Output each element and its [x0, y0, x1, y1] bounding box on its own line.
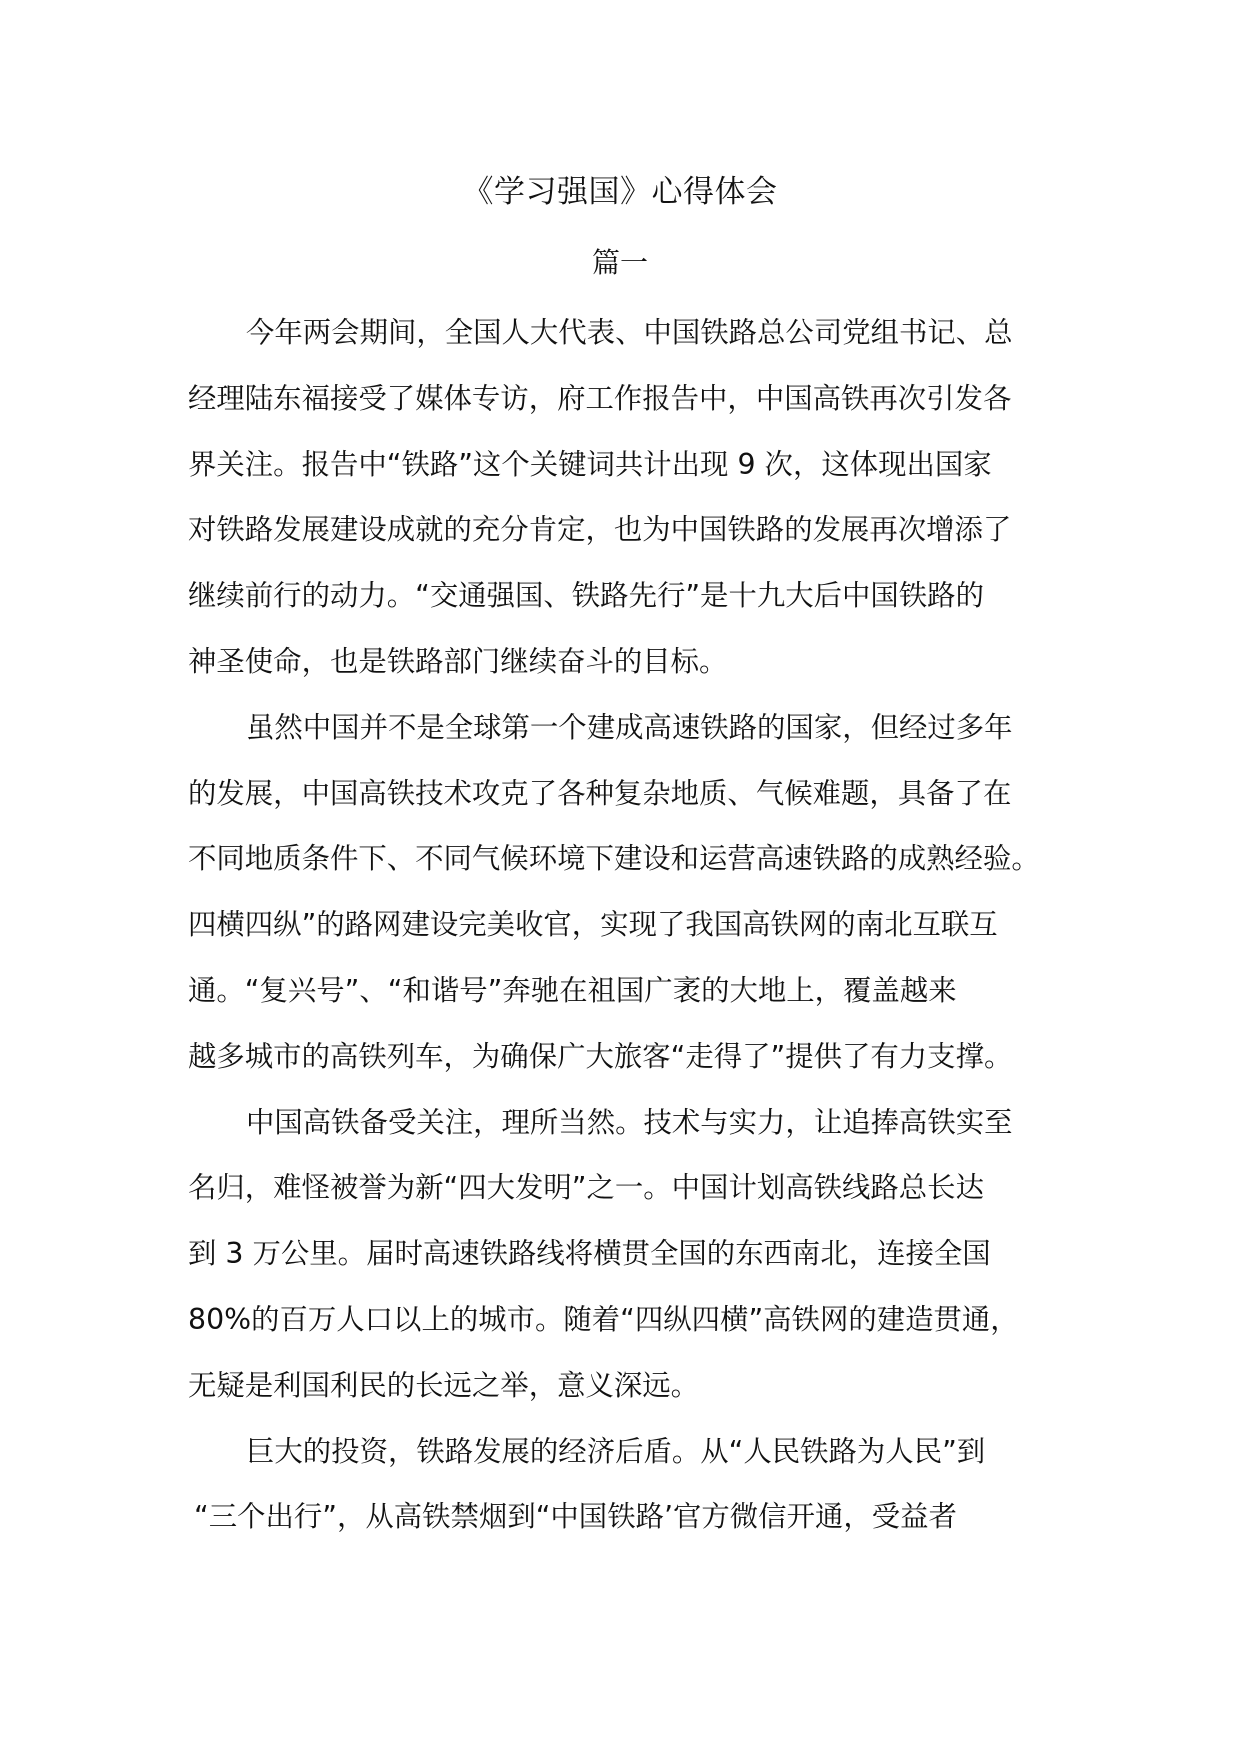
- document-body: [188, 300, 1068, 1550]
- text-line: 不同地质条件下、不同气候环境下建设和运营高速铁路的成熟经验。: [188, 842, 1040, 876]
- text-line: 80%的百万人口以上的城市。随着“四纵四横”高铁网的建造贯通，: [188, 1302, 1019, 1336]
- text-line: 经理陆东福接受了媒体专访，府工作报告中，中国高铁再次引发各: [188, 381, 1012, 415]
- text-line: 继续前行的动力。“交通强国、铁路先行”是十九大后中国铁路的: [188, 579, 984, 613]
- text-line: 到 3 万公里。届时高速铁路线将横贯全国的东西南北，连接全国: [188, 1237, 991, 1271]
- text-line: 中国高铁备受关注，理所当然。技术与实力，让追捧高铁实至: [246, 1105, 1013, 1139]
- document-subtitle: 篇一: [591, 246, 648, 279]
- text-line: 通。“复兴号”、“和谐号”奔驰在祖国广袤的大地上，覆盖越来: [188, 973, 957, 1007]
- text-line: 对铁路发展建设成就的充分肯定，也为中国铁路的发展再次增添了: [188, 513, 1012, 547]
- text-line: 巨大的投资，铁路发展的经济后盾。从“人民铁路为人民”到: [246, 1434, 986, 1468]
- text-line: 无疑是利国利民的长远之举，意义深远。: [188, 1368, 700, 1402]
- text-line: 今年两会期间，全国人大代表、中国铁路总公司党组书记、总: [246, 316, 1013, 349]
- text-line: 越多城市的高铁列车，为确保广大旅客“走得了”提供了有力支撑。: [188, 1039, 1013, 1073]
- text-line: “三个出行”，从高铁禁烟到“中国铁路’官方微信开通，受益者: [194, 1500, 957, 1534]
- document-title: 《学习强国》心得体会: [462, 174, 778, 210]
- text-line: 的发展，中国高铁技术攻克了各种复杂地质、气候难题，具备了在: [188, 776, 1012, 810]
- text-line: 神圣使命，也是铁路部门继续奋斗的目标。: [188, 644, 728, 678]
- text-line: 虽然中国并不是全球第一个建成高速铁路的国家，但经过多年: [246, 710, 1013, 744]
- text-line: 四横四纵”的路网建设完美收官，实现了我国高铁网的南北互联互: [188, 908, 998, 942]
- text-line: 名归，难怪被誉为新“四大发明”之一。中国计划高铁线路总长达: [188, 1171, 984, 1205]
- text-line: 界关注。报告中“铁路”这个关键词共计出现 9 次，这体现出国家: [188, 447, 992, 481]
